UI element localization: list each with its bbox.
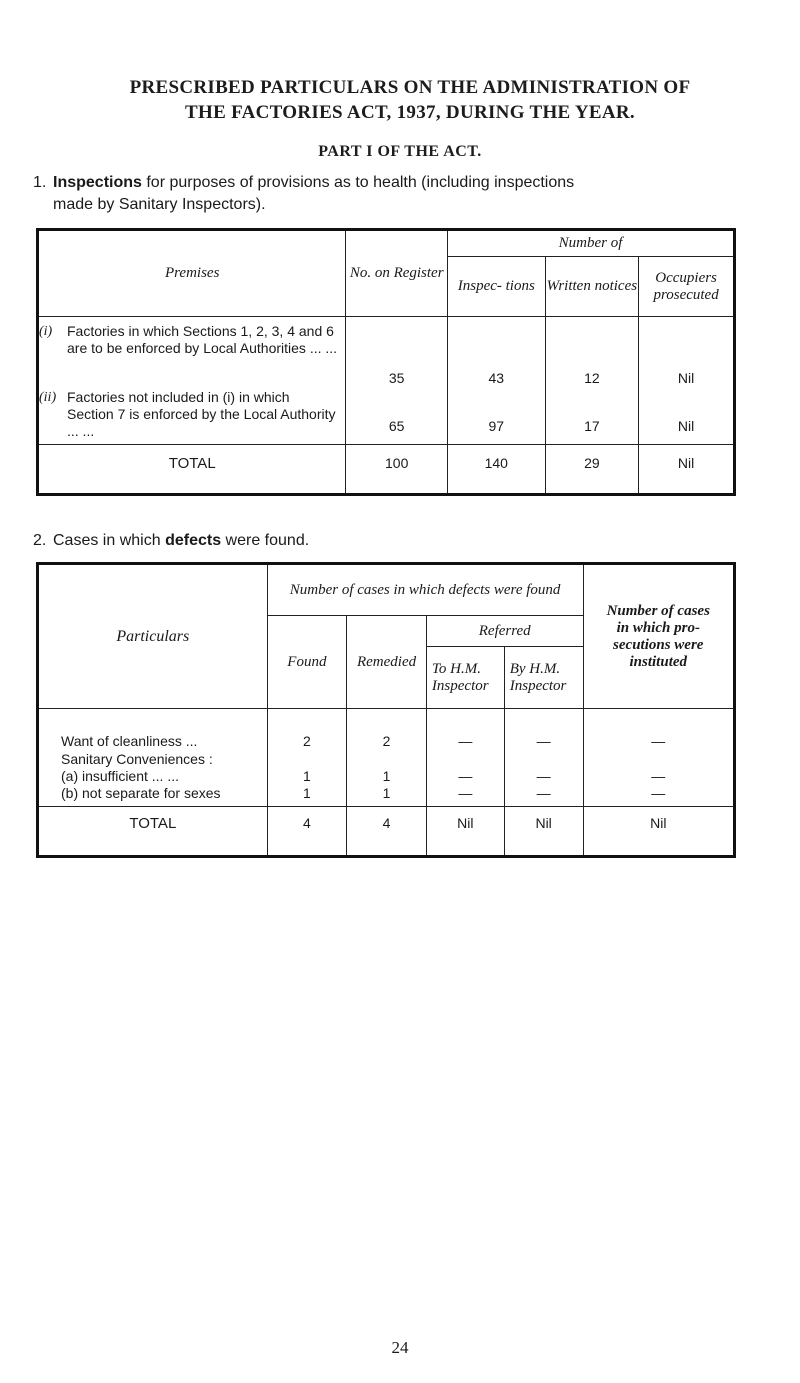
row-roman: (ii)	[39, 389, 57, 405]
found-value	[267, 751, 347, 768]
written-notices-header: Written notices	[545, 257, 639, 317]
found-value: 2	[267, 709, 347, 751]
total-prosecuted: Nil	[639, 445, 735, 495]
title-line-1: PRESCRIBED PARTICULARS ON THE ADMINISTRATION OF	[129, 77, 691, 98]
total-register: 100	[346, 445, 448, 495]
found-header: Found	[267, 616, 347, 709]
row-label: Factories not included in (i) in which Section 7 is enforced by the Local Authority ... ...	[67, 388, 336, 439]
register-value: 35	[346, 317, 448, 389]
prosecutions-value	[583, 751, 734, 768]
title-line-2: THE FACTORIES ACT, 1937, DURING THE YEAR.	[185, 102, 635, 123]
prosecutions-value: —	[583, 709, 734, 751]
table-row	[38, 389, 735, 445]
section-2-rest: were found.	[225, 532, 310, 549]
to-hm-value	[426, 751, 504, 768]
inspections-value: 43	[447, 317, 545, 389]
register-header: No. on Register	[346, 230, 448, 317]
by-hm-value: —	[504, 709, 583, 751]
inspections-table	[36, 228, 736, 496]
by-hm-value	[504, 751, 583, 768]
section-2-bold: defects	[165, 532, 222, 549]
section-1-continuation: made by Sanitary Inspectors).	[53, 196, 266, 213]
remedied-value: 1	[347, 768, 427, 785]
row-label: (b) not separate for sexes	[38, 785, 268, 807]
total-by-hm: Nil	[504, 807, 583, 857]
to-hm-header: To H.M. Inspector	[426, 647, 504, 709]
section-1-rest: for purposes of provisions as to health (including inspections	[146, 174, 575, 191]
page-number: 24	[391, 1338, 409, 1357]
number-of-header: Number of	[447, 230, 734, 257]
particulars-header: Particulars	[38, 564, 268, 709]
inspections-header: Inspec- tions	[447, 257, 545, 317]
section-1-lead: Inspections	[53, 174, 142, 191]
row-label: (a) insufficient ... ...	[38, 768, 268, 785]
premises-header: Premises	[38, 230, 346, 317]
total-inspections: 140	[447, 445, 545, 495]
number-cases-header: Number of cases in which defects were found	[267, 564, 583, 616]
section-2-heading	[33, 530, 309, 552]
total-row	[38, 445, 735, 495]
referred-header: Referred	[426, 616, 583, 647]
remedied-value: 1	[347, 785, 427, 807]
written-notices-value: 17	[545, 389, 639, 445]
by-hm-header: By H.M. Inspector	[504, 647, 583, 709]
row-label: Sanitary Conveniences :	[38, 751, 268, 768]
row-roman: (i)	[39, 324, 53, 339]
table-row	[38, 785, 735, 807]
prosecuted-value: Nil	[639, 389, 735, 445]
written-notices-value: 12	[545, 317, 639, 389]
section-2-number: 2.	[33, 532, 47, 549]
inspections-value: 97	[447, 389, 545, 445]
section-1-number: 1.	[33, 174, 47, 191]
prosecutions-header: Number of cases in which pro- secutions were instituted	[583, 564, 734, 709]
row-label: Want of cleanliness ...	[38, 709, 268, 751]
remedied-value: 2	[347, 709, 427, 751]
total-row	[38, 807, 735, 857]
prosecutions-value: —	[583, 785, 734, 807]
found-value: 1	[267, 785, 347, 807]
part-heading: PART I OF THE ACT.	[318, 143, 482, 160]
total-found: 4	[267, 807, 347, 857]
to-hm-value: —	[426, 709, 504, 751]
remedied-value	[347, 751, 427, 768]
total-remedied: 4	[347, 807, 427, 857]
found-value: 1	[267, 768, 347, 785]
to-hm-value: —	[426, 768, 504, 785]
total-written: 29	[545, 445, 639, 495]
prosecuted-value: Nil	[639, 317, 735, 389]
defects-table	[36, 562, 736, 858]
table-row	[38, 317, 735, 389]
table-row	[38, 709, 735, 751]
table-row	[38, 751, 735, 768]
total-to-hm: Nil	[426, 807, 504, 857]
by-hm-value: —	[504, 768, 583, 785]
row-label: Factories in which Sections 1, 2, 3, 4 and 6 are to be enforced by Local Authorities ... ...	[67, 323, 338, 356]
total-prosecutions: Nil	[583, 807, 734, 857]
document-title	[60, 75, 760, 125]
remedied-header: Remedied	[347, 616, 427, 709]
to-hm-value: —	[426, 785, 504, 807]
total-label: TOTAL	[38, 807, 268, 857]
by-hm-value: —	[504, 785, 583, 807]
section-2-lead: Cases in which	[53, 532, 161, 549]
table-row	[38, 768, 735, 785]
register-value: 65	[346, 389, 448, 445]
total-label: TOTAL	[38, 445, 346, 495]
prosecutions-value: —	[583, 768, 734, 785]
occupiers-prosecuted-header: Occupiers prosecuted	[639, 257, 735, 317]
section-1-heading	[33, 172, 574, 216]
